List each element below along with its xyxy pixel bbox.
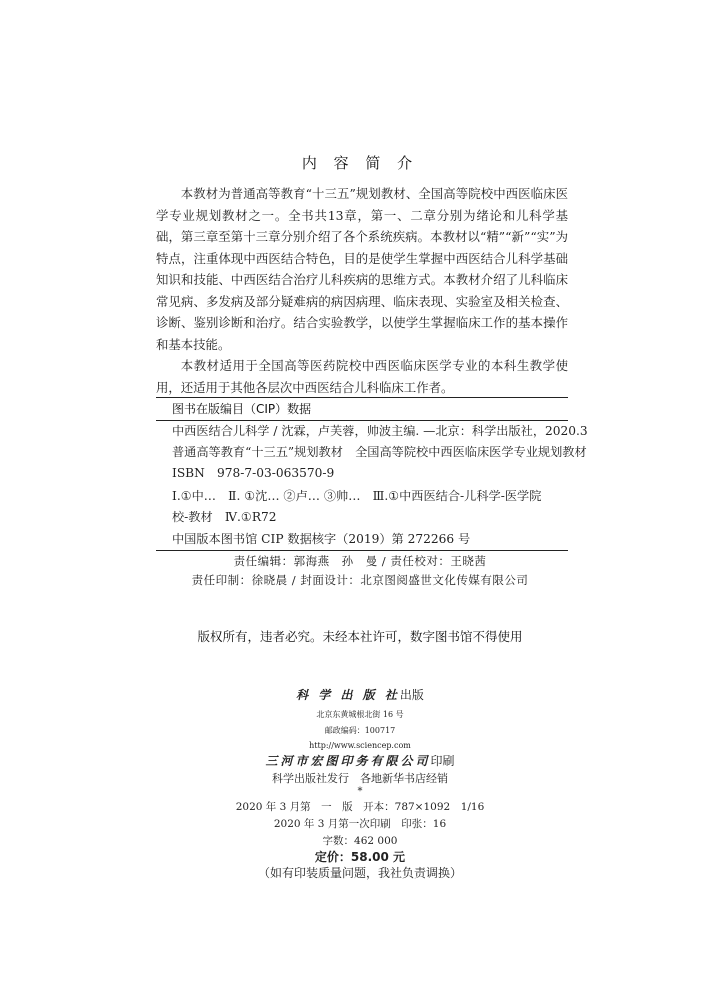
cip-top-rule [156,397,568,398]
credits-production: 责任印制：徐晓晨 / 封面设计：北京图阅盛世文化传媒有限公司 [191,573,529,587]
edition-line: 2020 年 3 月第 一 版 开本：787×1092 1/16 [235,801,485,813]
page-title: 内 容 简 介 [301,154,419,172]
separator-star: * [357,786,363,797]
publisher-suffix: 出版 [399,688,424,702]
cip-line-title: 中西医结合儿科学 / 沈霖，卢芙蓉，帅波主编. —北京：科学出版社，2020.3 [172,424,588,438]
cip-line-series: 普通高等教育“十三五”规划教材 全国高等院校中西医临床医学专业规划教材 [172,445,587,459]
printing-line: 2020 年 3 月第一次印刷 印张：16 [273,818,447,830]
printer-name: 三河市宏图印务有限公司 [265,754,431,768]
cip-line-classification-cont: 校-教材 Ⅳ.①R72 [172,510,277,524]
distribution-line: 科学出版社发行 各地新华书店经销 [272,772,448,785]
cip-bottom-rule [156,550,568,551]
cip-line-isbn: ISBN 978-7-03-063570-9 [172,466,335,480]
cip-line-classification: Ⅰ.①中… Ⅱ. ①沈… ②卢… ③帅… Ⅲ.①中西医结合-儿科学-医学院 [172,489,542,503]
cip-heading: 图书在版编目（CIP）数据 [172,402,312,416]
word-count: 字数：462 000 [322,835,398,847]
publisher-postcode: 邮政编码：100717 [324,726,396,735]
printer-suffix: 印刷 [430,754,455,768]
publisher-address: 北京东黄城根北街 16 号 [316,710,404,719]
printer-line [0,752,720,769]
price: 定价：58.00 元 [314,850,406,864]
copyright-notice: 版权所有，违者必究。未经本社许可，数字图书馆不得使用 [197,629,523,644]
intro-paragraph-1: 本教材为普通高等教育“十三五”规划教材、全国高等院校中西医临床医学专业规划教材之一。全书共13章，第一、二章分别为绪论和儿科学基础，第三章至第十三章分别介绍了各个系统疾病。本教材以“精”“新”“实”为特点，注重体现中西医结合特色，目的是使学生掌握中西医结合儿科学基础知识和技能、中西医结合治疗儿科疾病的思维方式。本教材介绍了儿科临床常见病、多发病及部分疑难病的病因病理、临床表现、实验室及相关检查、诊断、鉴别诊断和治疗。结合实验教学，以使学生掌握临床工作的基本操作和基本技能。 [156,186,568,352]
intro-paragraph-2: 本教材适用于全国高等医药院校中西医临床医学专业的本科生教学使用，还适用于其他各层次中西医结合儿科临床工作者。 [156,358,568,395]
cip-line-data-number: 中国版本图书馆 CIP 数据核字（2019）第 272266 号 [172,532,471,546]
credits-editors: 责任编辑：郭海燕 孙 曼 / 责任校对：王晓茜 [233,554,487,568]
publisher-name: 科 学 出 版 社 [296,688,400,702]
publisher-line [0,686,720,703]
publisher-website: http://www.sciencep.com [309,741,411,750]
intro-section [156,183,568,398]
quality-note: （如有印装质量问题，我社负责调换） [257,866,462,880]
